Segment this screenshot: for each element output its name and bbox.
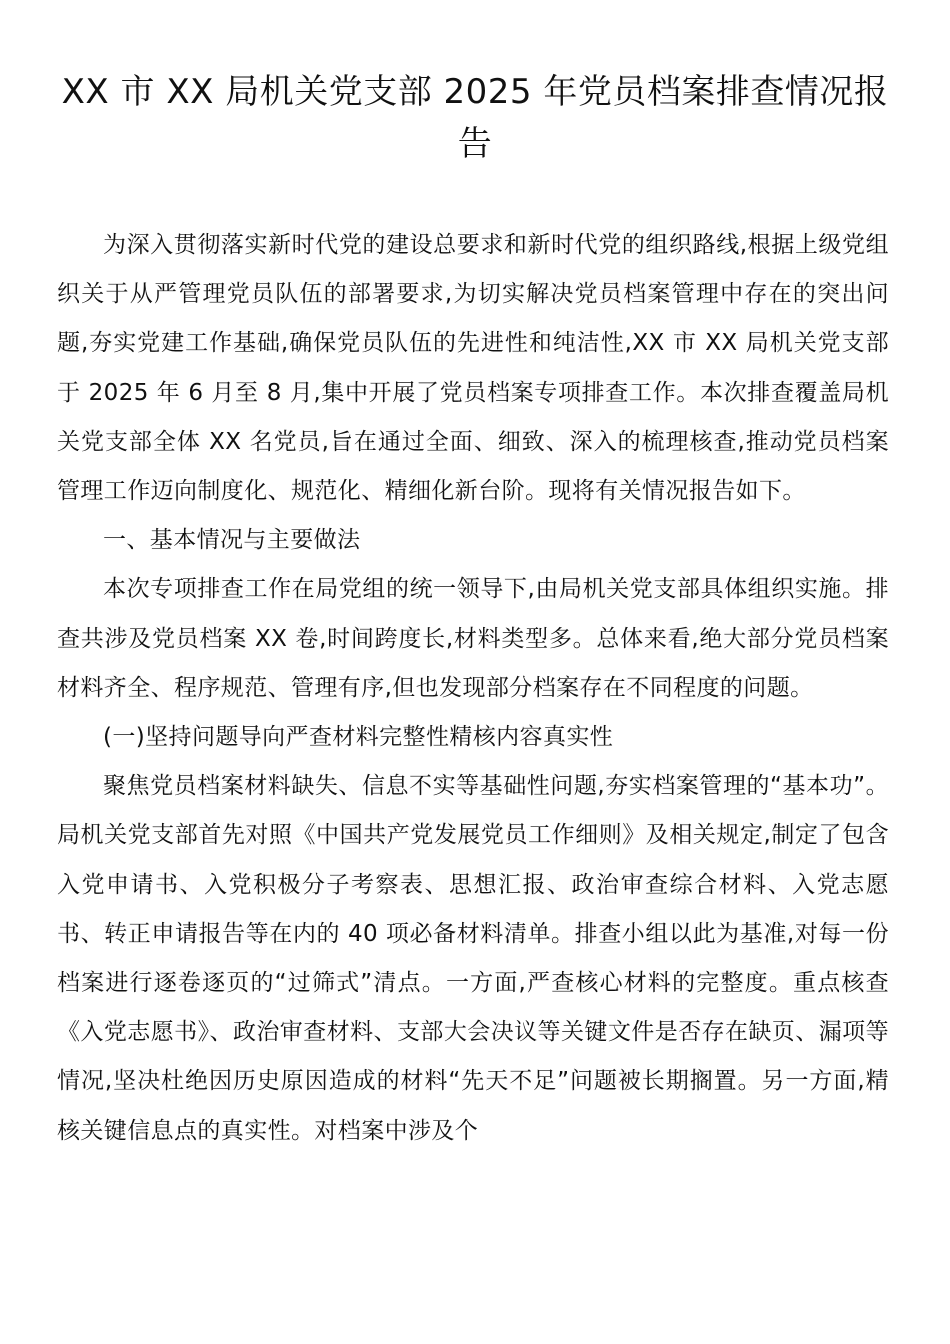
section-heading-1: 一、基本情况与主要做法 [103,527,361,554]
document-title: XX 市 XX 局机关党支部 2025 年党员档案排查情况报告 [61,72,889,164]
document-body [57,221,889,1156]
subsection-heading-1: (一)坚持问题导向严查材料完整性精核内容真实性 [103,724,614,751]
paragraph-section-1: 本次专项排查工作在局党组的统一领导下,由局机关党支部具体组织实施。排查共涉及党员档案 XX 卷,时间跨度长,材料类型多。总体来看,绝大部分党员档案材料齐全、程序规范、管理有序,但也发现部分档案存在不同程度的问题。 [57,576,889,701]
paragraph-intro: 为深入贯彻落实新时代党的建设总要求和新时代党的组织路线,根据上级党组织关于从严管理党员队伍的部署要求,为切实解决党员档案管理中存在的突出问题,夯实党建工作基础,确保党员队伍的先进性和纯洁性,XX 市 XX 局机关党支部于 2025 年 6 月至 8 月,集中开展了党员档案专项排查工作。本次排查覆盖局机关党支部全体 XX 名党员,旨在通过全面、细致、深入的梳理核查,推动党员档案管理工作迈向制度化、规范化、精细化新台阶。现将有关情况报告如下。 [57,232,889,505]
paragraph-subsection-1: 聚焦党员档案材料缺失、信息不实等基础性问题,夯实档案管理的“基本功”。局机关党支部首先对照《中国共产党发展党员工作细则》及相关规定,制定了包含入党申请书、入党积极分子考察表、思想汇报、政治审查综合材料、入党志愿书、转正申请报告等在内的 40 项必备材料清单。排查小组以此为基准,对每一份档案进行逐卷逐页的“过筛式”清点。一方面,严查核心材料的完整度。重点核查《入党志愿书》、政治审查材料、支部大会决议等关键文件是否存在缺页、漏项等情况,坚决杜绝因历史原因造成的材料“先天不足”问题被长期搁置。另一方面,精核关键信息点的真实性。对档案中涉及个 [57,773,889,1144]
